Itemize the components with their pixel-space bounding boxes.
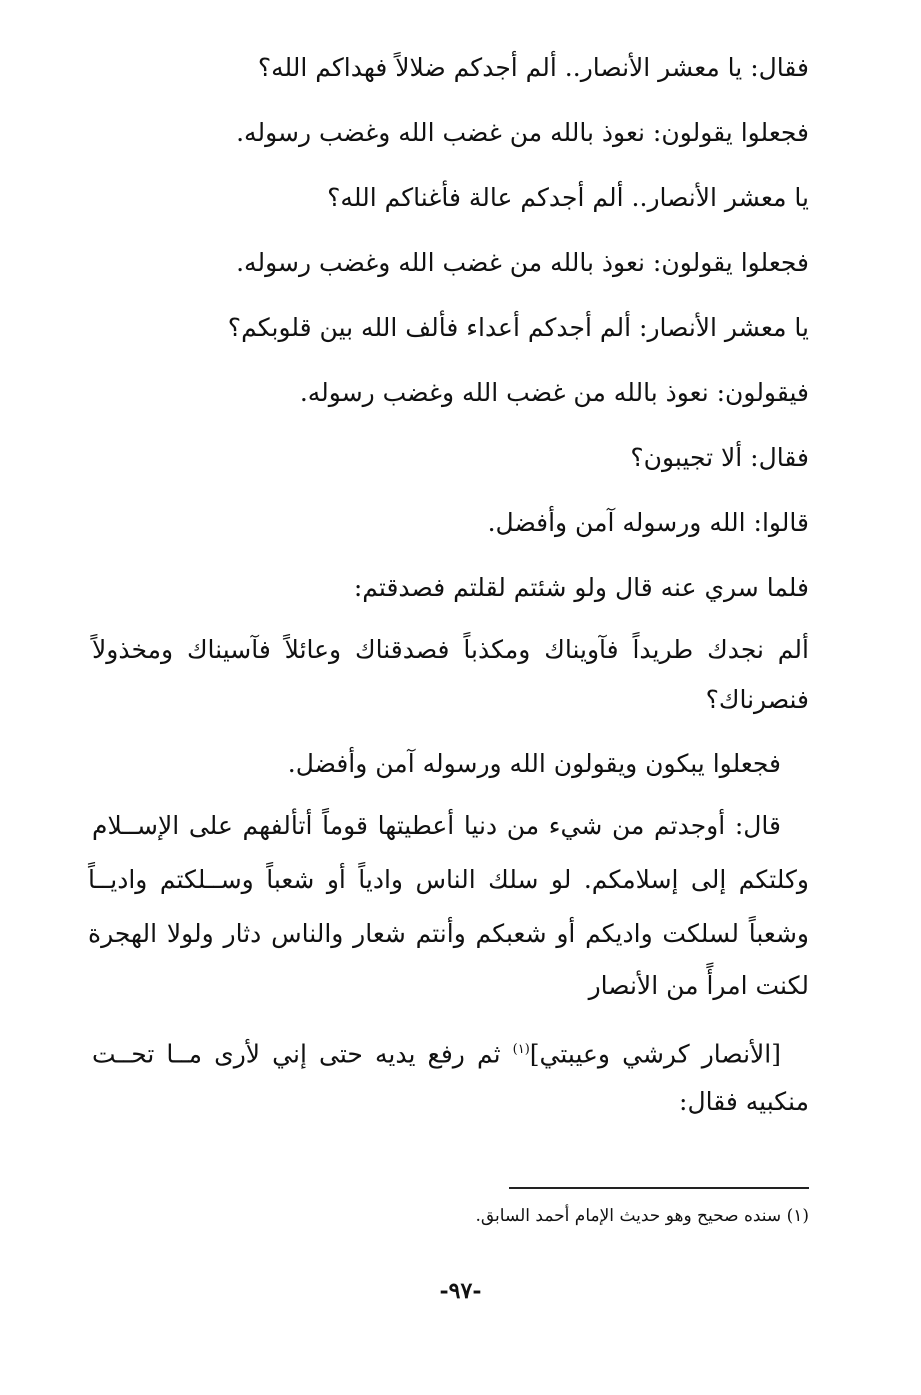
text-line-13: قال: أوجدتم من شيء من دنيا أعطيتها قوماً أتألفهم على الإســلام xyxy=(92,811,781,840)
text-line-9: فلما سري عنه قال ولو شئتم لقلتم فصدقتم: xyxy=(353,573,809,602)
text-line-11: فنصرناك؟ xyxy=(705,685,809,714)
footnote-divider xyxy=(509,1187,809,1189)
text-line-16: لكنت امرأً من الأنصار xyxy=(588,971,809,1000)
text-line-14: وكلتكم إلى إسلامكم. لو سلك الناس وادياً أو شعباً وســلكتم واديــاً xyxy=(88,865,809,894)
footnote: (١) سنده صحيح وهو حديث الإمام أحمد السابق. xyxy=(475,1206,809,1226)
text-line-7: فقال: ألا تجيبون؟ xyxy=(630,443,809,472)
text-line-4: فجعلوا يقولون: نعوذ بالله من غضب الله وغضب رسوله. xyxy=(236,248,809,277)
footnote-marker[interactable]: (١) xyxy=(512,1042,530,1057)
text-line-1: فقال: يا معشر الأنصار.. ألم أجدكم ضلالاً فهداكم الله؟ xyxy=(257,53,809,82)
text-line-12: فجعلوا يبكون ويقولون الله ورسوله آمن وأفضل. xyxy=(287,749,781,778)
quoted-phrase: [الأنصار كرشي وعيبتي] xyxy=(529,1039,781,1069)
page-number: -٩٧- xyxy=(439,1278,482,1304)
text-line-6: فيقولون: نعوذ بالله من غضب الله وغضب رسوله. xyxy=(299,378,809,407)
text-line-17-rest: ثم رفع يديه حتى إني لأرى مــا تحــت xyxy=(92,1039,513,1069)
text-line-2: فجعلوا يقولون: نعوذ بالله من غضب الله وغضب رسوله. xyxy=(236,118,809,147)
text-line-5: يا معشر الأنصار: ألم أجدكم أعداء فألف الله بين قلوبكم؟ xyxy=(227,313,809,342)
text-line-10: ألم نجدك طريداً فآويناك ومكذباً فصدقناك وعائلاً فآسيناك ومخذولاً xyxy=(92,635,809,664)
text-line-15: وشعباً لسلكت واديكم أو شعبكم وأنتم شعار والناس دثار ولولا الهجرة xyxy=(88,919,809,948)
text-line-3: يا معشر الأنصار.. ألم أجدكم عالة فأغناكم الله؟ xyxy=(327,183,809,212)
text-line-18: منكبيه فقال: xyxy=(679,1087,809,1116)
text-line-17 xyxy=(92,1030,781,1074)
text-line-8: قالوا: الله ورسوله آمن وأفضل. xyxy=(487,508,809,537)
